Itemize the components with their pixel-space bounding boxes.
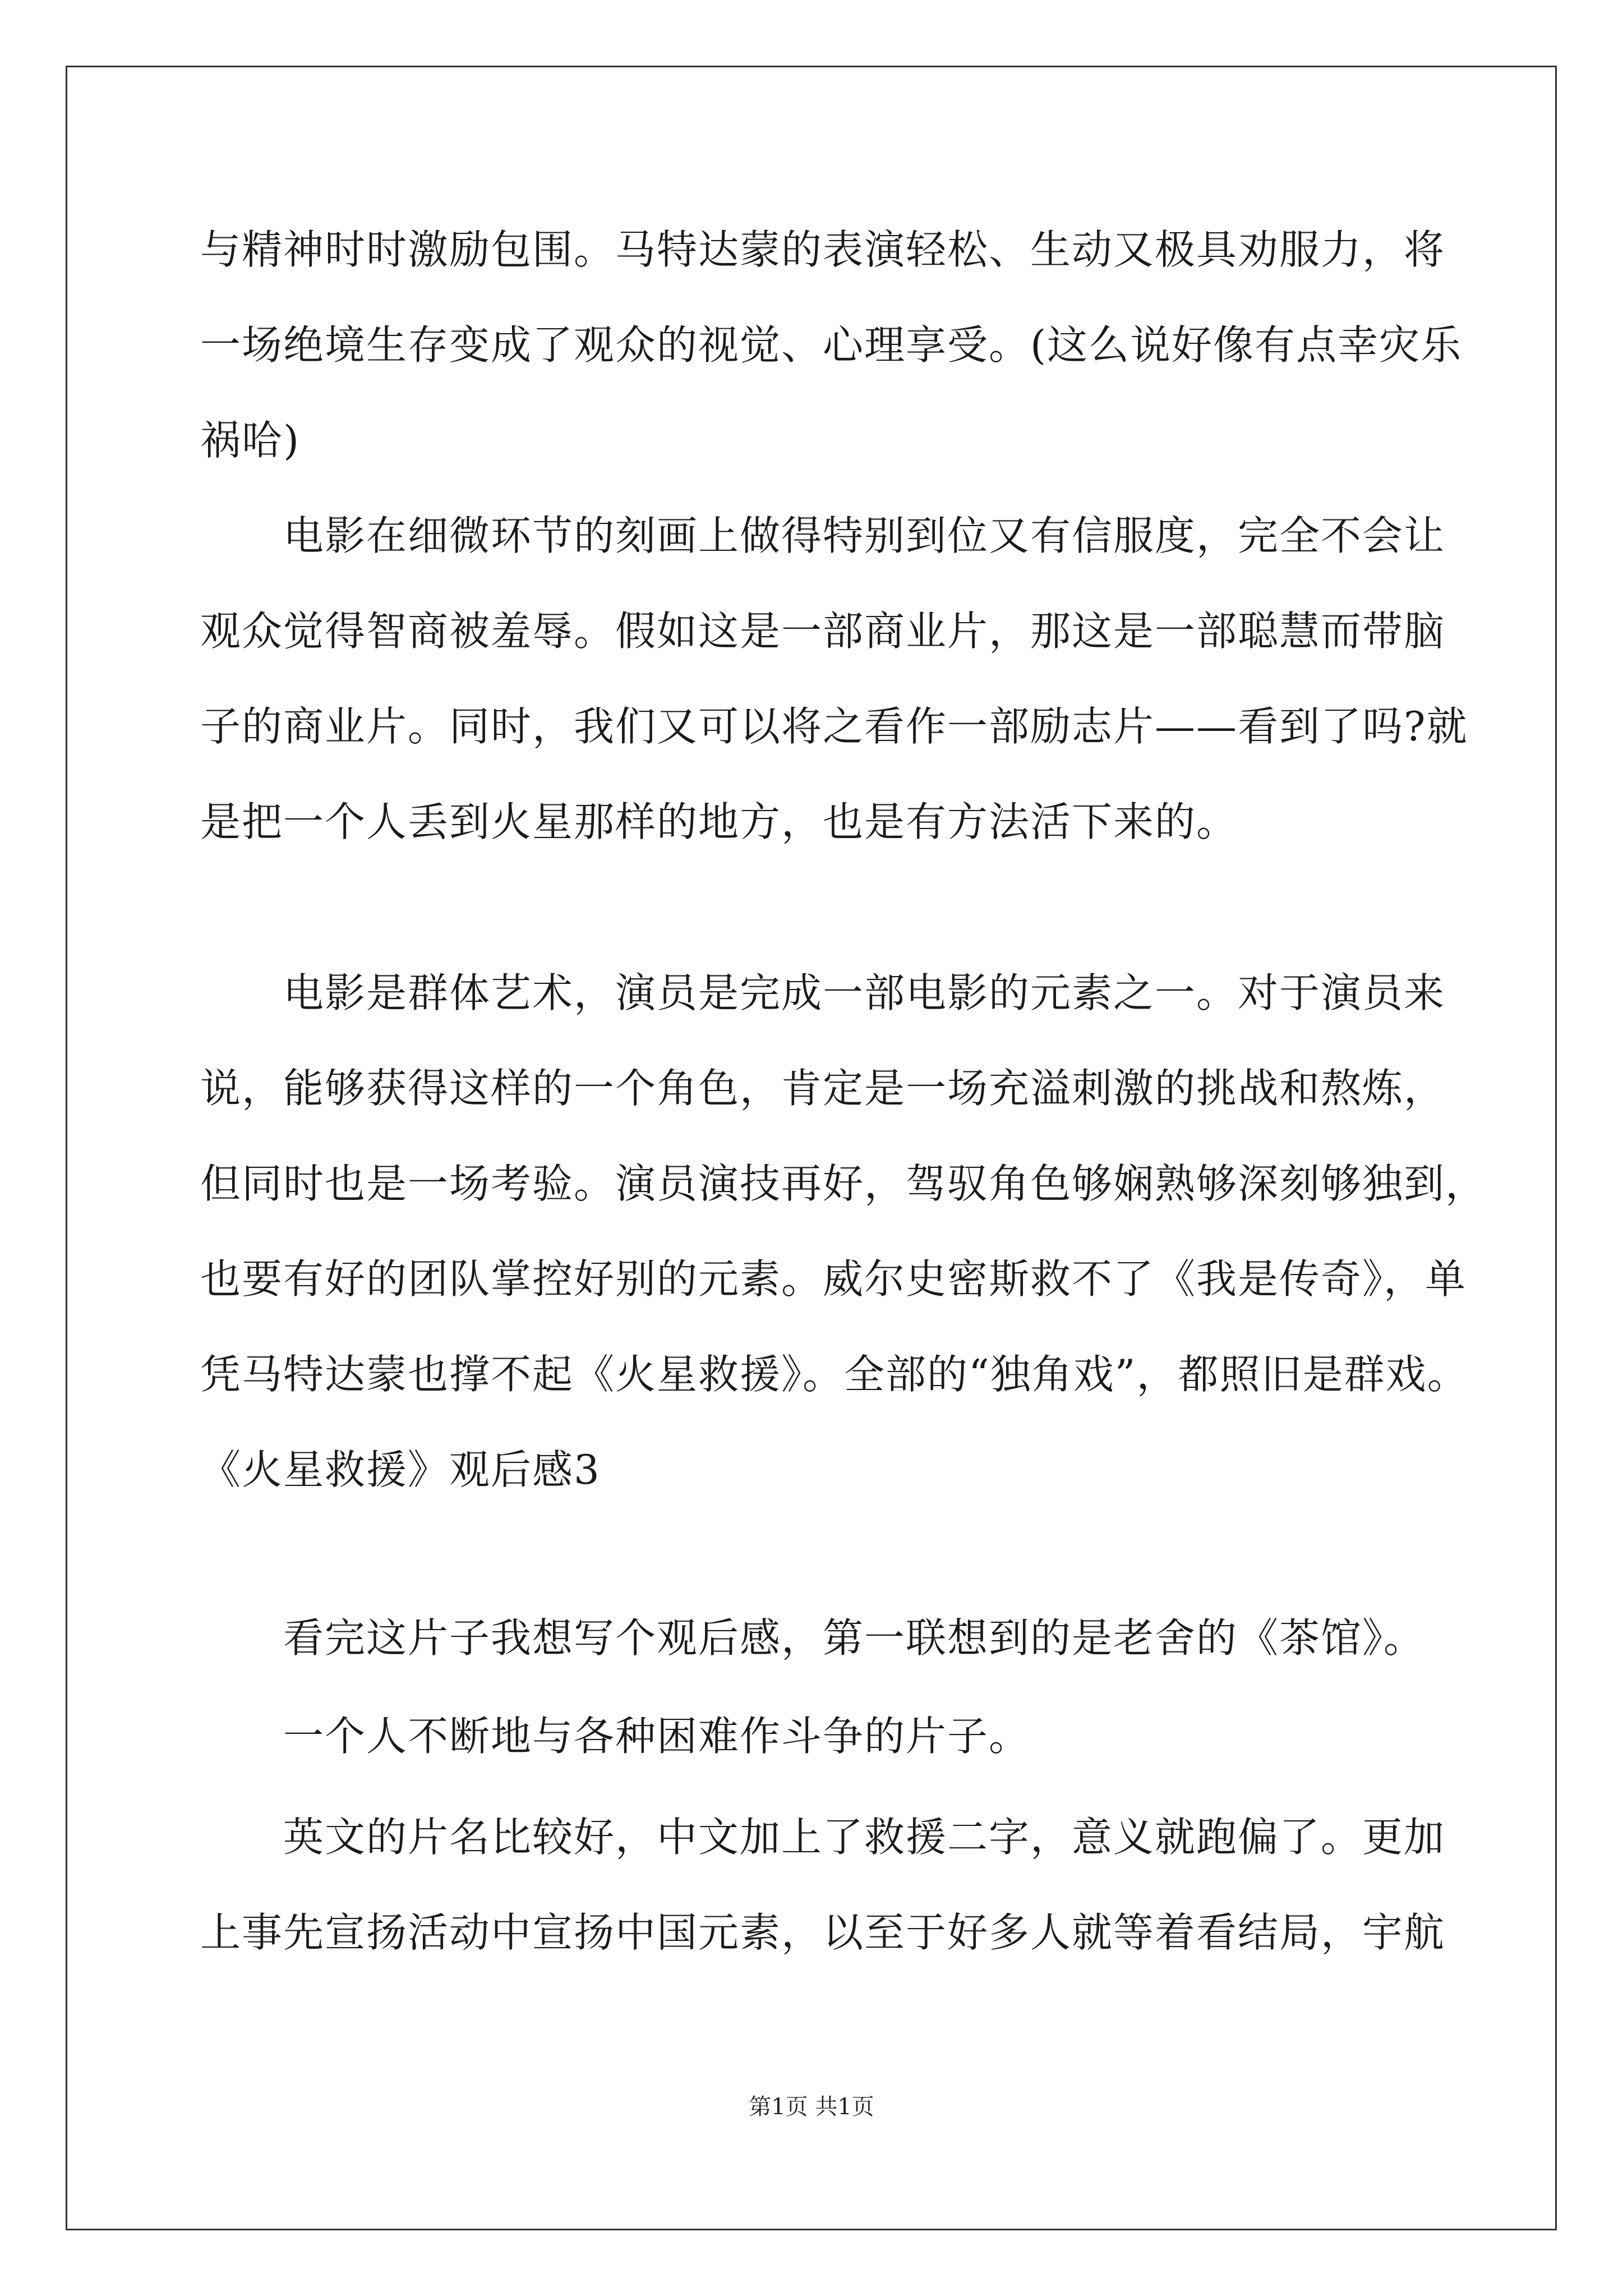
text-line: 子的商业片。同时，我们又可以将之看作一部励志片——看到了吗?就 bbox=[200, 703, 1468, 750]
page-number-footer: 第1页 共1页 bbox=[749, 2094, 874, 2120]
section-heading: 《火星救援》观后感3 bbox=[200, 1446, 601, 1493]
text-line: 祸哈) bbox=[200, 417, 301, 464]
text-line: 是把一个人丢到火星那样的地方，也是有方法活下来的。 bbox=[200, 798, 1238, 845]
paragraph-start-line: 一个人不断地与各种困难作斗争的片子。 bbox=[283, 1713, 1031, 1760]
text-line: 一场绝境生存变成了观众的视觉、心理享受。(这么说好像有点幸灾乐 bbox=[200, 321, 1463, 369]
text-line: 上事先宣扬活动中宣扬中国元素，以至于好多人就等着看结局，宇航 bbox=[200, 1909, 1446, 1956]
text-line: 与精神时时激励包围。马特达蒙的表演轻松、生动又极具劝服力，将 bbox=[200, 226, 1446, 273]
text-line: 观众觉得智商被羞辱。假如这是一部商业片，那这是一部聪慧而带脑 bbox=[200, 608, 1446, 655]
text-line: 也要有好的团队掌控好别的元素。威尔史密斯救不了《我是传奇》，单 bbox=[200, 1255, 1467, 1303]
text-line: 说，能够获得这样的一个角色，肯定是一场充溢刺激的挑战和熬炼， bbox=[200, 1065, 1446, 1112]
text-line: 凭马特达蒙也撑不起《火星救援》。全部的“独角戏”，都照旧是群戏。 bbox=[200, 1351, 1469, 1398]
paragraph-start-line: 看完这片子我想写个观后感，第一联想到的是老舍的《茶馆》。 bbox=[283, 1614, 1426, 1662]
paragraph-start-line: 电影在细微环节的刻画上做得特别到位又有信服度，完全不会让 bbox=[283, 512, 1446, 559]
paragraph-start-line: 电影是群体艺术，演员是完成一部电影的元素之一。对于演员来 bbox=[283, 969, 1446, 1016]
paragraph-start-line: 英文的片名比较好，中文加上了救援二字，意义就跑偏了。更加 bbox=[283, 1814, 1446, 1861]
text-line: 但同时也是一场考验。演员演技再好，驾驭角色够娴熟够深刻够独到， bbox=[200, 1160, 1487, 1207]
